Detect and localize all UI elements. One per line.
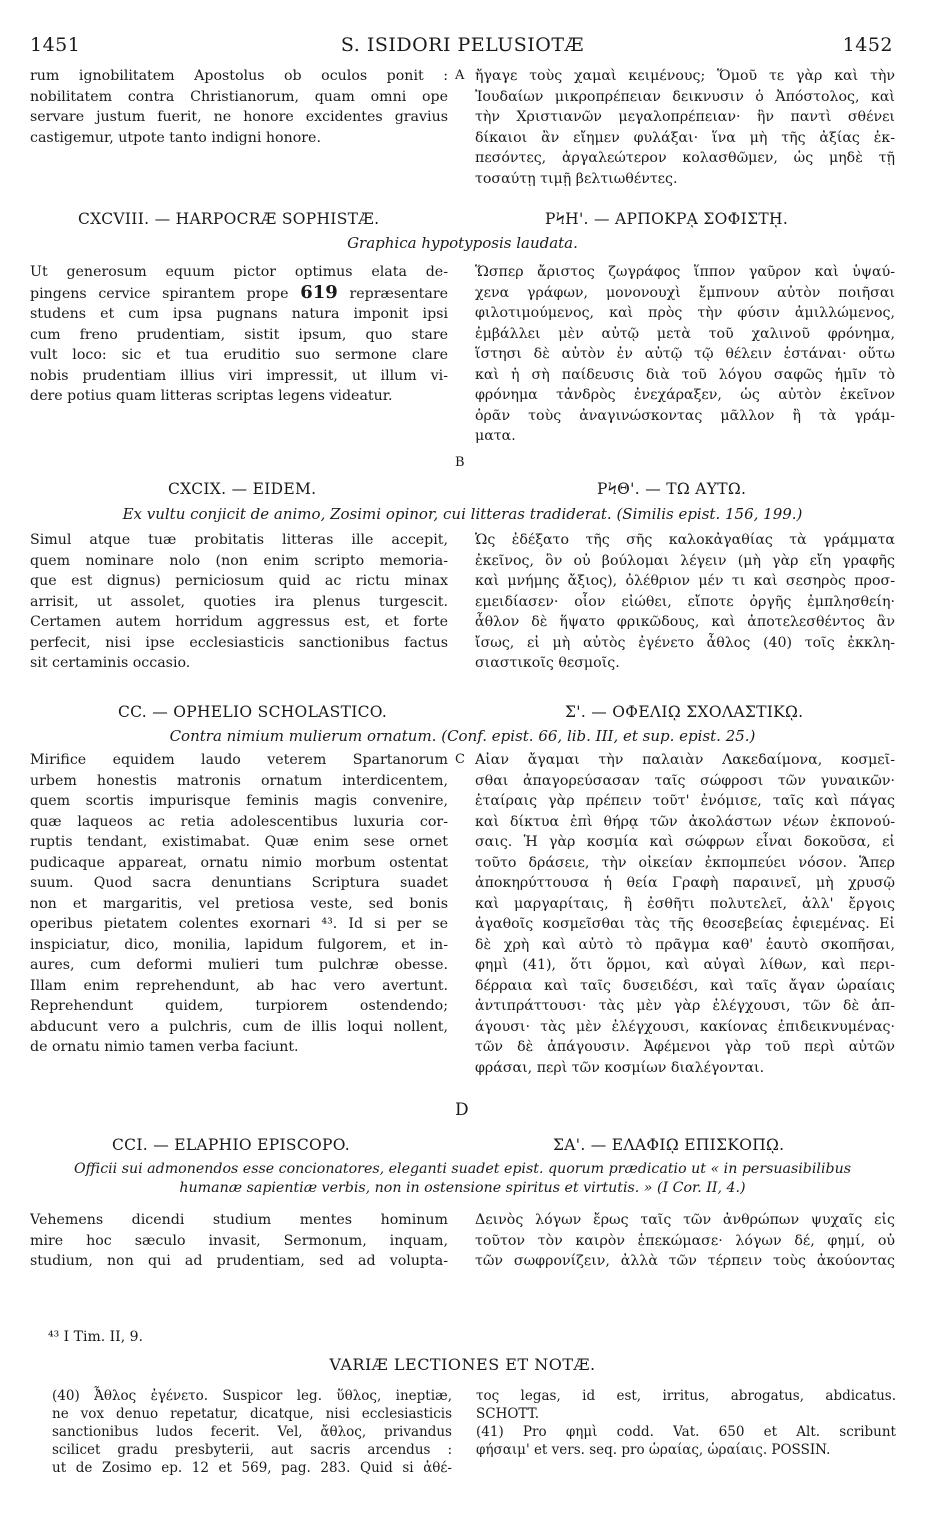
text-line: Mirifice equidem laudo veterem Spartanorum	[30, 752, 448, 768]
text-line: φράσαι, περὶ τῶν κοσμίων διαλέγονται.	[475, 1059, 765, 1076]
section-200-title-latin: CC. — OPHELIO SCHOLASTICO.	[118, 703, 388, 721]
text-line: studens et cum ipsa pugnans natura imponit ipsi	[30, 306, 448, 322]
text-line: καὶ δίκτυα ἐπὶ θήρᾳ τῶν ἀκολάστων νέων ἐκπονού-	[475, 813, 895, 830]
page-number-left: 1451	[30, 34, 81, 56]
text-line: non et margaritis, vel pretiosa veste, sed bonis	[30, 895, 448, 912]
text-line: quem scortis impurisque feminis magis convenire,	[30, 793, 448, 809]
text-line: τοῦτο δράσειε, τὴν οἰκείαν ἐκπομπεύει νόσον. Ἅπερ	[475, 854, 895, 871]
text-line: Ἰουδαίων μικροπρέπειαν δεικνυσιν ὁ Ἀπόστολος, καὶ	[475, 88, 895, 105]
section-200-subtitle: Contra nimium mulierum ornatum. (Conf. epist. 66, lib. III, et sup. epist. 25.)	[169, 727, 756, 745]
text-line: perfecit, nisi ipse ecclesiasticis sanctionibus factus	[30, 634, 448, 651]
text-line: τοσαύτῃ τιμῇ βελτιωθέντες.	[475, 170, 678, 187]
text-line: τῶν δὲ ἀπάγουσιν. Ἀφέμενοι γὰρ τοῦ περὶ αὐτῶν	[475, 1039, 895, 1055]
section-201-latin	[30, 1210, 448, 1272]
section-199-subtitle: Ex vultu conjicit de animo, Zosimi opinor, cui litteras tradiderat. (Similis epist. 156, 199.)	[122, 505, 803, 523]
text-line: servare justum fuerit, ne honore excidentes gravius	[30, 109, 448, 125]
text-line: άγουσι· τὰς μὲν ἐλέγχουσι, κακίονας ἐπιδεικνυμένας·	[475, 1018, 895, 1035]
footnote: ⁴³ I Tim. II, 9.	[48, 1329, 143, 1345]
text-line: ἀποκηρύττουσα ἡ θεία Γραφὴ παραινεῖ, μὴ χρυσῷ	[475, 875, 895, 891]
note-line: sanctionibus ludos fecerit. Vel, ἄθλος, privandus	[52, 1424, 452, 1440]
text-line: que est dignus) perniciosum quid ac rictu minax	[30, 573, 448, 589]
section-198-subtitle: Graphica hypotyposis laudata.	[347, 234, 578, 252]
page-marker: 619	[300, 281, 338, 303]
margin-letter-c: C	[455, 752, 465, 767]
section-198-title-greek: ΡϞΗ'. — ΑΡΠΟΚΡᾼ ΣΟΦΙΣΤῌ.	[545, 210, 789, 228]
section-200-title-greek: Σ'. — ΟΦΕΛΙῼ ΣΧΟΛΑΣΤΙΚῼ.	[565, 703, 804, 721]
text-line: δὲ χρὴ καὶ αὐτὸ τὸ πρᾶγμα καθ' ἑαυτὸ σκοπῆσαι,	[475, 936, 895, 953]
margin-letter-d: D	[455, 1100, 469, 1120]
text-line: δέρραια καὶ ταῖς δυσειδέσι, καὶ ταῖς ἄγαν ὡραίαις	[475, 977, 895, 994]
running-title: S. ISIDORI PELUSIOTÆ	[340, 34, 585, 56]
text-line: ἑταίραις γὰρ πρέπειν τοῦτ' ἐνόμισε, ταῖς καὶ πάγας	[475, 793, 895, 809]
text-line: ματα.	[475, 428, 516, 444]
section-201-title-greek: ΣΑ'. — ΕΛΑΦΙῼ ΕΠΙΣΚΟΠῼ.	[553, 1136, 785, 1154]
text-line: τοῦτον τὸν καιρὸν ἐπεκώμασε· λόγων δέ, φημί, οὐ	[475, 1232, 895, 1249]
notes-heading: VARIÆ LECTIONES ET NOTÆ.	[329, 1355, 596, 1374]
notes-left	[52, 1387, 452, 1477]
text-line: ἐμβάλλει μὲν αὐτῷ μετὰ τοῦ χαλινοῦ φρόνημα,	[475, 325, 895, 342]
note-line: τος legas, id est, irritus, abrogatus, abdicatus.	[476, 1388, 896, 1404]
text-line: πεσόντες, ἀργαλεώτερον κολασθῶμεν, ὡς μηδὲ τῇ	[475, 150, 895, 166]
text-line: καὶ μαργαρίταις, ἢ ἐσθῆτι πολυτελεῖ, ἀλλ' ἔργοις	[475, 895, 895, 912]
text-line: de ornatu nimio tamen verba faciunt.	[30, 1039, 299, 1055]
text-line: dere potius quam litteras scriptas legens videatur.	[30, 388, 393, 404]
text-line: nobis prudentiam illius viri impressit, ut illum vi-	[30, 367, 448, 384]
text-line: σθαι ἀπαγορεύσασαν ταῖς σώφροσι τῶν γυναικῶν·	[475, 772, 895, 789]
text-line: εμειδίασεν· οἷον εἰώθει, εἴποτε ὀργῆς ἐμπλησθείη·	[475, 593, 895, 610]
text-line: Δεινὸς λόγων ἔρως ταῖς τῶν ἀνθρώπων ψυχαῖς εἰς	[475, 1212, 895, 1228]
section-199-greek	[475, 530, 895, 674]
text-fragment: pingens cervice spirantem prope	[30, 285, 301, 302]
text-line: operibus pietatem colentes exornari ⁴³. Id si per se	[30, 916, 448, 932]
text-line: ἐκεῖνος, ὃν οὐ βούλομαι λέγειν (μὴ γὰρ εἴη γραφῆς	[475, 552, 895, 569]
intro-greek	[475, 66, 895, 189]
section-199-title-latin: CXCIX. — EIDEM.	[168, 480, 317, 498]
section-199-latin	[30, 530, 448, 674]
section-201-subtitle-2: humanæ sapientiæ verbis, non in ostensione spiritus et virtutis. » (I Cor. II, 4.)	[179, 1180, 746, 1196]
note-line: φήσαιμ' et vers. seq. pro ὡραίας, ὡραίαις. POSSIN.	[476, 1442, 831, 1458]
text-line: ἵστησι δὲ αὐτὸν ἐν αὐτῷ τῷ θέλειν ἑστάναι· οὕτω	[475, 346, 895, 362]
note-line: scilicet gradu presbyterii, aut sacris arcendus :	[52, 1442, 452, 1458]
margin-letter-b: B	[455, 455, 465, 470]
text-line: καὶ μνήμης ἄξιος), ὀλέθριον μέν τι καὶ σεσηρὸς προσ-	[475, 573, 895, 589]
note-line: (40) Ἆθλος ἐγένετο. Suspicor leg. ὕθλος, ineptiæ,	[52, 1388, 452, 1404]
text-line: nobilitatem contra Christianorum, quam omni ope	[30, 88, 448, 105]
text-line: φρόνημα τἀνδρὸς ἐνεχάραξεν, ὡς αὐτὸν ἐκεῖνον	[475, 387, 895, 403]
text-line: σιαστικοῖς θεσμοῖς.	[475, 655, 620, 671]
text-line: καὶ ἡ σὴ παίδευσις διὰ τοῦ λόγου σαφῶς ἡμῖν τὸ	[475, 366, 895, 383]
text-line: ruptis tendant, existimabat. Quæ enim sese ornet	[30, 834, 448, 850]
text-line: Vehemens dicendi studium mentes hominum	[30, 1212, 448, 1228]
note-line: (41) Pro φημὶ codd. Vat. 650 et Alt. scribunt	[476, 1424, 896, 1440]
text-line: σαις. Ἡ γὰρ κοσμία καὶ σώφρων εἶναι δοκοῦσα, εἰ	[475, 834, 895, 850]
text-line: τὴν Χριστιανῶν μεγαλοπρέπειαν· ἣν παντὶ σθένει	[475, 109, 895, 125]
text-line: sit certaminis occasio.	[30, 655, 191, 671]
intro-latin	[30, 66, 448, 148]
text-line: ἤγαγε τοὺς χαμαὶ κειμένους; Ὅμοῦ τε γὰρ καὶ τὴν	[475, 68, 895, 84]
text-line: Αἰαν ἄγαμαι τὴν παλαιὰν Λακεδαίμονα, κοσμεῖ-	[475, 752, 895, 768]
section-198-greek	[475, 262, 895, 447]
section-200-latin	[30, 750, 448, 1058]
text-line: ἆθλον δὲ ἥψατο φρικῶδους, καὶ ἀποτελεσθέντος ἂν	[475, 614, 895, 630]
text-line: quæ laqueos ac retia adolescentibus luxuria cor-	[30, 813, 448, 830]
note-line: SCHOTT.	[476, 1406, 539, 1422]
text-line: aures, cum deformi mulieri tum pulchræ obesse.	[30, 957, 448, 973]
text-line: Reprehendunt quidem, turpiorem ostendendo;	[30, 998, 448, 1014]
notes-right	[476, 1387, 896, 1459]
page-number-right: 1452	[842, 34, 893, 56]
text-line: pudicaque appareat, ornatu nimio morbum ostentat	[30, 854, 448, 871]
text-line: ἴσως, εἰ μὴ αὐτὸς ἐγένετο ἆθλος (40) τοῖς ἐκκλη-	[475, 634, 895, 651]
text-line: vult loco: sic et tua eruditio suo sermone clare	[30, 347, 448, 363]
section-201-greek	[475, 1210, 895, 1272]
text-line: φιλοτιμούμενος, καὶ πρὸς τὴν φύσιν ἁμιλλώμενος,	[475, 305, 895, 321]
text-line: ἀντιπράττουσι· τὰς μὲν γὰρ ἐλέγχουσι, τῶν δὲ ἀπ-	[475, 998, 895, 1014]
text-line: Ὡς ἐδέξατο τῆς σῆς καλοκἀγαθίας τὰ γράμματα	[475, 532, 895, 548]
section-198-title-latin: CXCVIII. — HARPOCRÆ SOPHISTÆ.	[78, 210, 380, 228]
section-198-latin	[30, 262, 448, 407]
note-line: ut de Zosimo ep. 12 et 569, pag. 283. Quid si ἀθέ-	[52, 1460, 452, 1476]
text-line: δίκαιοι ἂν εἴημεν φυλάξαι· ἵνα μὴ τῆς ἀξίας ἐκ-	[475, 129, 895, 146]
text-line: rum ignobilitatem Apostolus ob oculos ponit :	[30, 68, 448, 84]
text-line: φημὶ (41), ὅτι ὅρμοι, καὶ αὐγαὶ λίθων, καὶ περι-	[475, 957, 895, 973]
margin-letter-a: A	[455, 68, 465, 83]
text-line: inspiciatur, dico, monilia, lapidum fulgorem, et in-	[30, 936, 448, 953]
section-201-title-latin: CCI. — ELAPHIO EPISCOPO.	[112, 1136, 351, 1154]
text-line: Ut generosum equum pictor optimus elata de-	[30, 264, 448, 280]
text-line: χενα γράφων, μονονουχὶ ἔμπνουν αὐτὸν ποιῆσαι	[475, 284, 895, 301]
text-line: cum freno prudentiam, sistit ipsum, quo stare	[30, 326, 448, 343]
text-line: castigemur, utpote tanto indigni honore.	[30, 129, 321, 146]
text-fragment: repræsentare	[337, 285, 448, 302]
text-line: mire hoc sæculo invasit, Sermonum, inquam,	[30, 1232, 448, 1249]
text-line: Illam enim reprehendunt, ab hac vero avertunt.	[30, 977, 448, 994]
text-line: quem nominare nolo (non enim scripto memoria-	[30, 552, 448, 569]
text-line: ἀγαθοῖς κοσμεῖσθαι τὰς τῆς θεοσεβείας ἐφιεμένας. Εἰ	[475, 916, 895, 932]
section-201-subtitle-1: Officii sui admonendos esse concionatores, eleganti suadet epist. quorum prædicatio ut « in persuasibilibus	[73, 1161, 852, 1177]
text-line: arrisit, ut assolet, quoties ira plenus turgescit.	[30, 593, 448, 610]
note-line: ne vox denuo repetatur, dicatque, nisi ecclesiasticis	[52, 1406, 452, 1422]
text-line: Certamen autem horridum aggressus est, et forte	[30, 614, 448, 630]
text-line	[30, 283, 448, 305]
text-line: abducunt vero a pulchris, cum de illis loqui nollent,	[30, 1018, 448, 1035]
text-line: ὁρᾶν τοὺς ἀναγινώσκοντας μᾶλλον ἢ τὰ γράμ-	[475, 407, 895, 424]
text-line: studium, non qui ad prudentiam, sed ad volupta-	[30, 1253, 448, 1269]
text-line: τῶν σωφρονίζειν, ἀλλὰ τῶν τέρπειν τοὺς ἀκούοντας	[475, 1253, 895, 1269]
section-199-title-greek: ΡϞΘ'. — ΤΩ ΑΥΤΩ.	[597, 480, 747, 498]
text-line: urbem honestis matronis ornatum interdicentem,	[30, 772, 448, 789]
section-200-greek	[475, 750, 895, 1078]
text-line: Ὥσπερ ἄριστος ζωγράφος ἵππον γαῦρον καὶ ὑψαύ-	[475, 264, 895, 280]
text-line: Simul atque tuæ probitatis litteras ille accepit,	[30, 532, 448, 548]
text-line: suum. Quod sacra denuntians Scriptura suadet	[30, 875, 448, 891]
